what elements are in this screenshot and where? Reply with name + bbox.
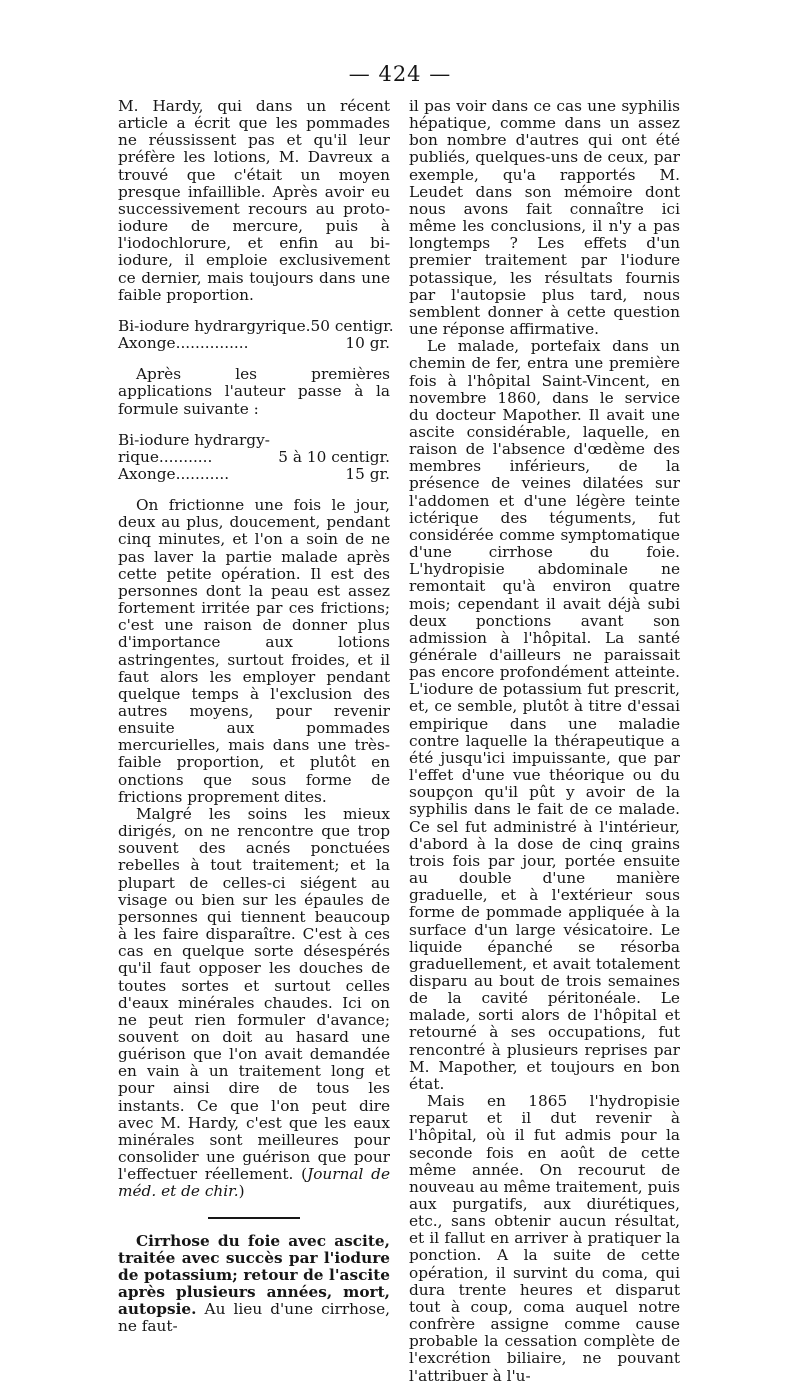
left-column — [118, 97, 394, 1336]
formula-ingredient: Axonge............... — [118, 334, 249, 353]
citation: Journal de méd. et de chir. — [118, 1165, 390, 1201]
paragraph: Le malade, portefaix dans un chemin de fer, entra une première fois à l'hôpital Saint-Vincent, en novembre 1860, dans le service du docteur Mapother. Il avait une ascite considérable, laquelle, en raison de l'absence d'œdème des membres inférieurs, de la présence de veines dilatées sur l'addomen et d'une légère teinte ictérique des téguments, fut considérée comme symptomatique d'une cirrhose du foie. L'hydropisie abdominale ne remontait qu'à environ quatre mois; cependant il avait déjà subi deux ponctions avant son admission à l'hôpital. La santé générale d'ailleurs ne paraissait pas encore profondément atteinte. L'iodure de potassium fut prescrit, et, ce semble, plutôt à titre d'essai empirique dans une maladie contre laquelle la thérapeutique a été jusqu'ici impuissante, que par l'effet d'une vue théorique ou du soupçon qu'il pût y avoir de la syphilis dans le fait de ce malade. Ce sel fut administré à l'intérieur, d'abord à la dose de cinq grains trois fois par jour, portée ensuite au double d'une manière graduelle, et à l'extérieur sous forme de pommade appliquée à la surface d'un large vésicatoire. Le liquide épanché se résorba graduellement, et avait totalement disparu au bout de trois semaines de la cavité péritonéale. Le malade, sorti alors de l'hôpital et retourné à ses occupations, fut rencontré à plusieurs reprises par M. Mapother, et toujours en bon état. — [409, 337, 680, 1093]
page-number: — 424 — — [348, 62, 452, 86]
section-divider — [208, 1217, 300, 1219]
formula-dose: 5 à 10 centigr. — [278, 447, 390, 466]
formula-ingredient: Axonge........... — [118, 464, 230, 483]
paragraph — [118, 806, 390, 1201]
paragraph: M. Hardy, qui dans un récent article a écrit que les pommades ne réussissent pas et qu'il leur préfère les lotions, M. Davreux a trouvé que c'était un moyen presque infaillible. Après avoir eu successivement recours au proto-iodure de mercure, puis à l'iodochlorure, et enfin au bi-iodure, il emploie exclusivement ce dernier, mais toujours dans une faible proportion. — [118, 97, 390, 304]
formula-ingredient: rique........... — [118, 447, 213, 466]
formula-block — [118, 432, 390, 483]
formula-ingredient: Bi-iodure hydrargyrique. — [118, 316, 311, 335]
citation-open: ( — [301, 1165, 308, 1184]
paragraph-text: Malgré les soins les mieux dirigés, on ne rencontre que trop souvent des acnés ponctuées rebelles à tout traitement; et la plupart de celles-ci siégent au visage ou bien sur les épaules de personnes qui tiennent beaucoup à les faire disparaître. C'est à ces cas en quelque sorte désespérés qu'il faut opposer les douches de toutes sortes et surtout celles d'eaux minérales chaudes. Ici on ne peut rien formuler d'avance; souvent on doit au hasard une guérison que l'on avait demandée en vain à un traitement long et pour ainsi dire de tous les instants. Ce que l'on peut dire avec M. Hardy, c'est que les eaux minérales sont meilleures pour consolider une guérison que pour l'effectuer réellement. — [118, 804, 390, 1184]
section-title: Cirrhose du foie avec ascite, traitée avec succès par l'iodure de potassium; retour de l'ascite après plusieurs années, mort, autopsie. — [118, 1231, 390, 1319]
formula-row — [118, 449, 390, 466]
formula-row — [118, 466, 390, 483]
paragraph-text: Au lieu d'une cirrhose, ne faut- — [118, 1300, 390, 1336]
paragraph: Après les premières applications l'auteur passe à la formule suivante : — [118, 365, 390, 418]
section-heading-paragraph — [118, 1233, 390, 1336]
formula-row — [118, 316, 394, 335]
formula-row — [118, 335, 390, 352]
paragraph: il pas voir dans ce cas une syphilis hépatique, comme dans un assez bon nombre d'autres qui ont été publiés, quelques-uns de ceux, par exemple, qu'a rapportés M. Leudet dans son mémoire dont nous avons fait connaître ici même les conclusions, il n'y a pas longtemps ? Les effets d'un premier traitement par l'iodure potassique, les résultats fournis par l'autopsie plus tard, nous semblent donner à cette question une réponse affirmative. — [409, 97, 680, 339]
formula-block — [118, 316, 394, 353]
right-column — [409, 98, 680, 1385]
formula-dose: 15 gr. — [345, 464, 390, 483]
formula-row: Bi-iodure hydrargy- — [118, 430, 270, 449]
citation-close: ) — [238, 1182, 245, 1201]
formula-dose: 10 gr. — [345, 334, 390, 353]
paragraph: On frictionne une fois le jour, deux au plus, doucement, pendant cinq minutes, et l'on a soin de ne pas laver la partie malade après cette petite opération. Il est des personnes dont la peau est assez fortement irritée par ces frictions; c'est une raison de donner plus d'importance aux lotions astringentes, surtout froides, et il faut alors les employer pendant quelque temps à l'exclusion des autres moyens, pour revenir ensuite aux pommades mercurielles, mais dans une très-faible proportion, et plutôt en onctions que sous forme de frictions proprement dites. — [118, 496, 390, 806]
paragraph: Mais en 1865 l'hydropisie reparut et il dut revenir à l'hôpital, où il fut admis pour la seconde fois en août de cette même année. On recourut de nouveau au même traitement, puis aux purgatifs, aux diurétiques, etc., sans obtenir aucun résultat, et il fallut en arriver à pratiquer la ponction. A la suite de cette opération, il survint du coma, qui dura trente heures et disparut tout à coup, coma auquel notre confrère assigne comme cause probable la cessation complète de l'excrétion biliaire, ne pouvant l'attribuer à l'u- — [409, 1092, 680, 1385]
formula-dose: 50 centigr. — [310, 316, 394, 335]
